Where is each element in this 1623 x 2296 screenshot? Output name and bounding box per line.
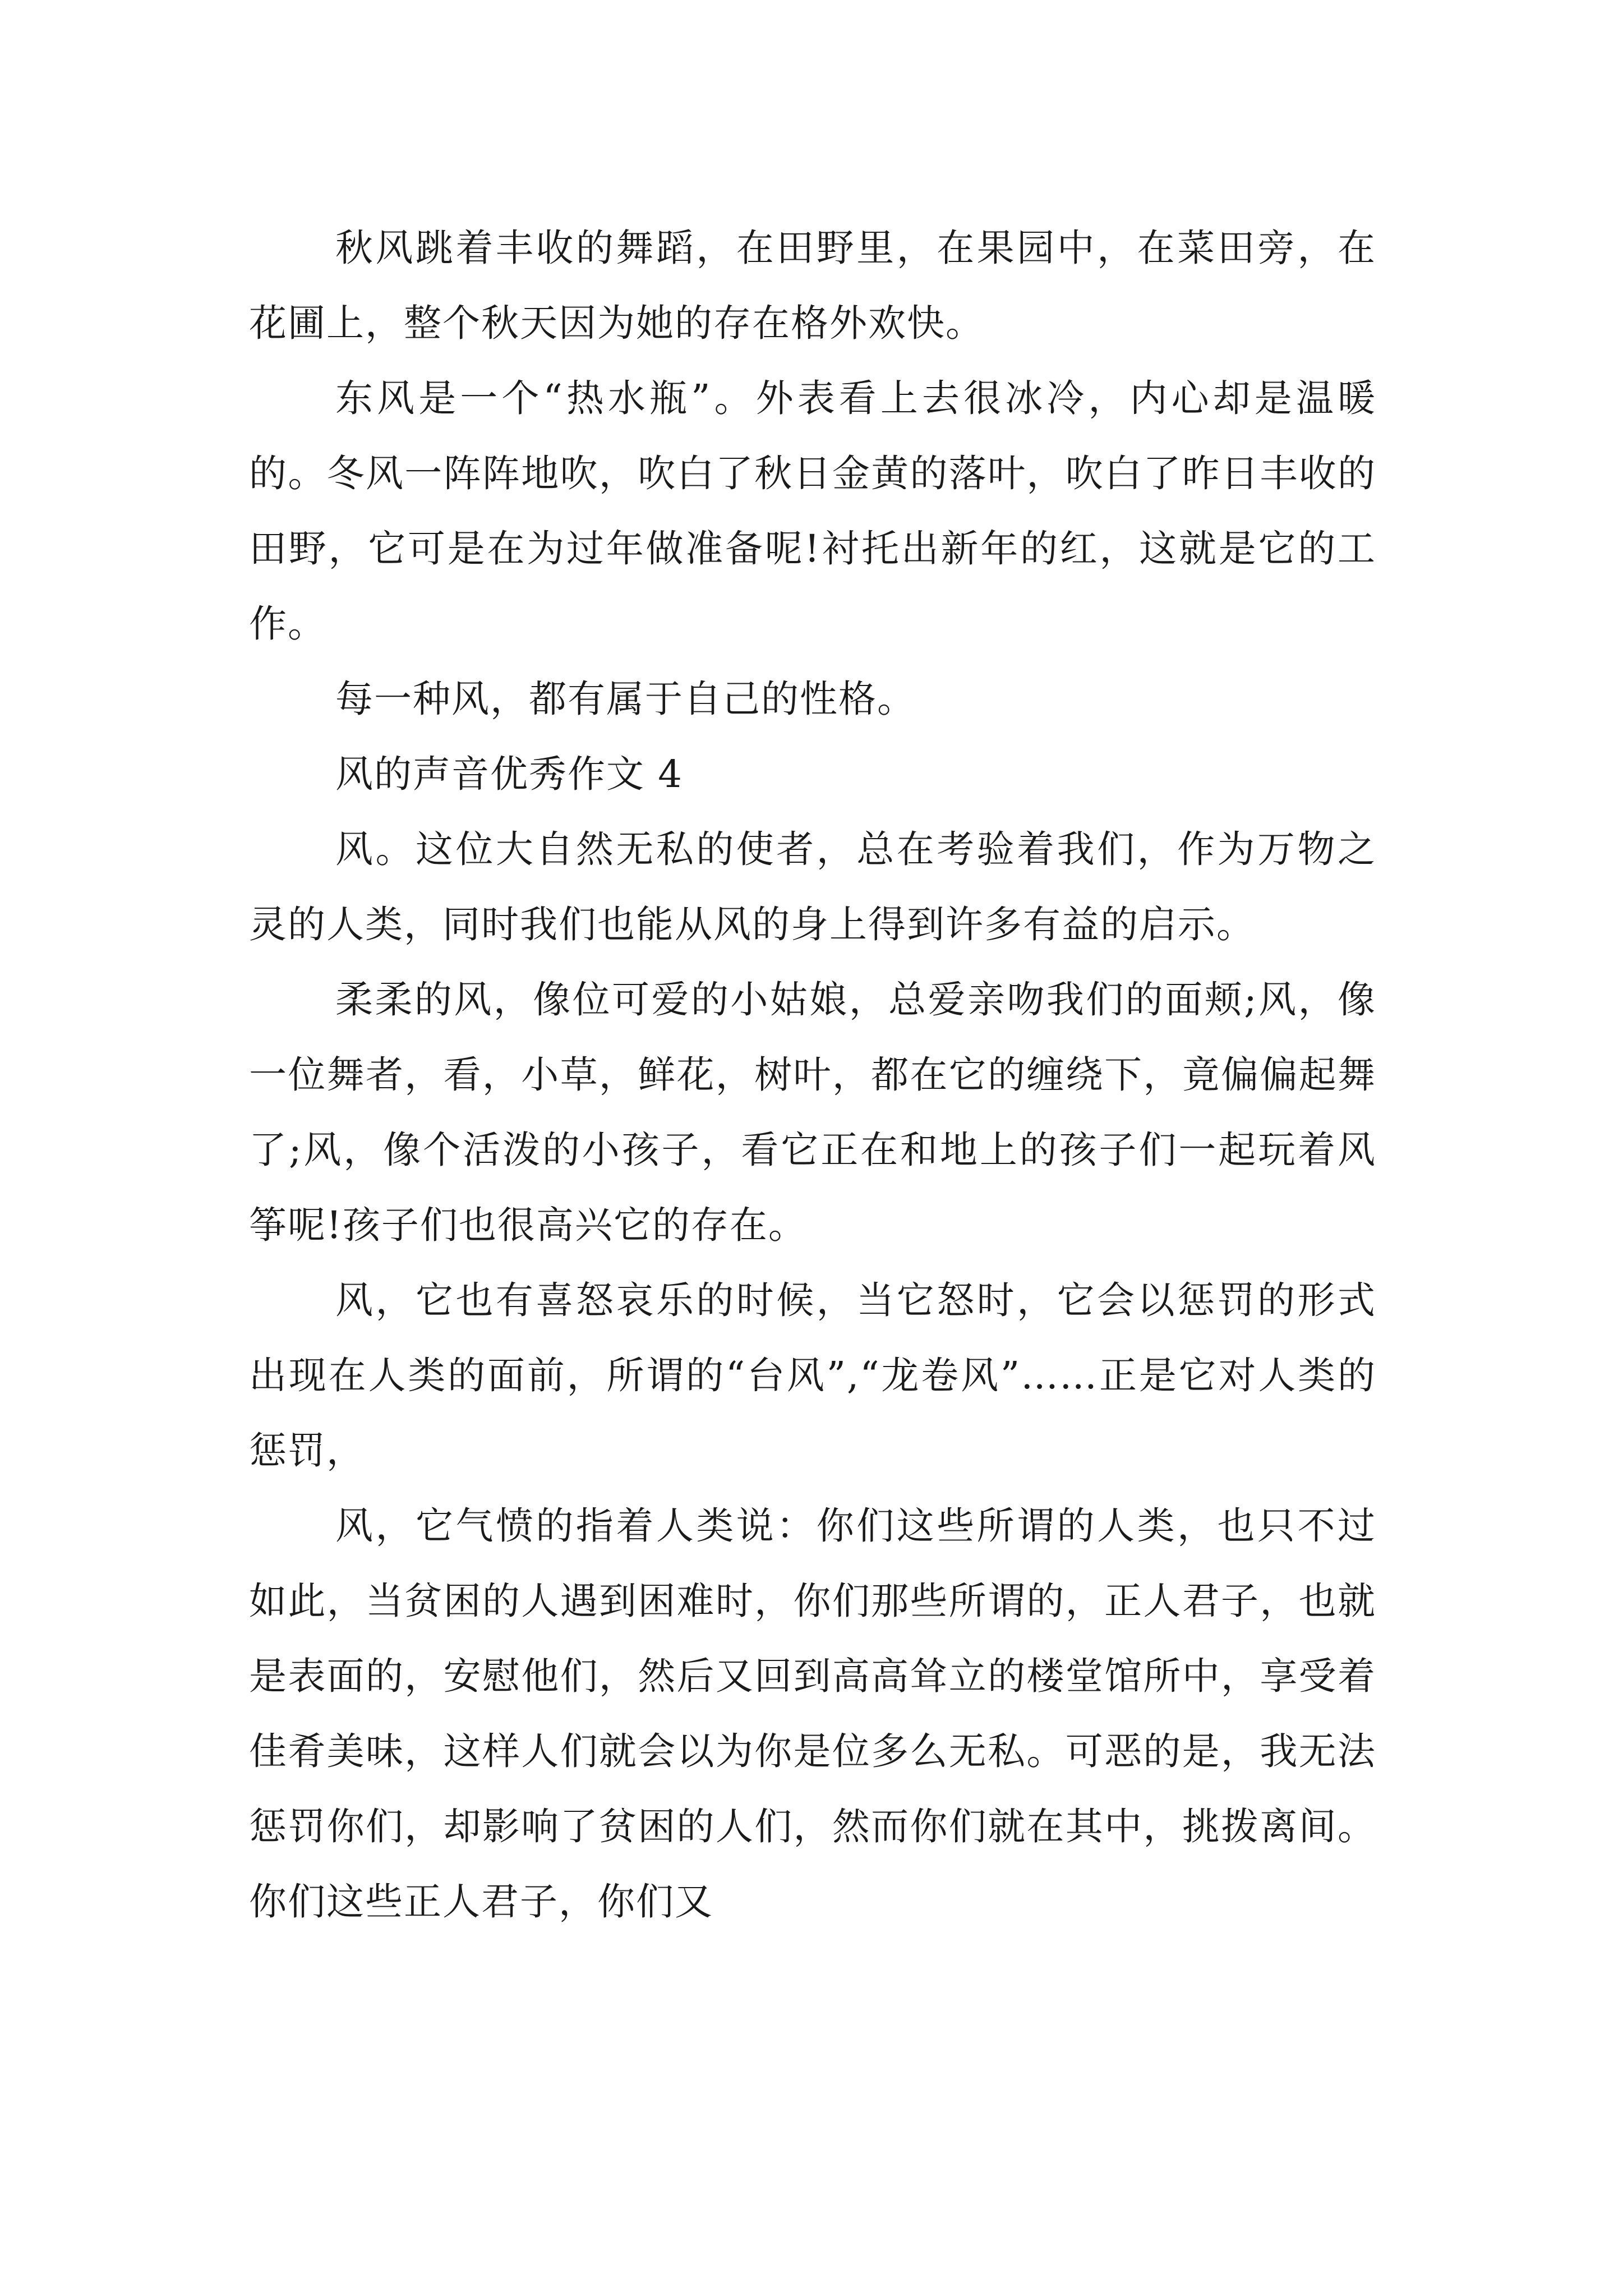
paragraph: 柔柔的风，像位可爱的小姑娘，总爱亲吻我们的面颊;风，像一位舞者，看，小草，鲜花，树叶，都在它的缠绕下，竟偏偏起舞了;风，像个活泼的小孩子，看它正在和地上的孩子们一起玩着风筝呢!孩子们也很高兴它的存在。 xyxy=(249,978,1376,1247)
paragraph: 每一种风，都有属于自己的性格。 xyxy=(335,677,916,721)
paragraph: 秋风跳着丰收的舞蹈，在田野里，在果园中，在菜田旁，在花圃上，整个秋天因为她的存在格外欢快。 xyxy=(249,226,1376,345)
paragraph: 风，它气愤的指着人类说：你们这些所谓的人类，也只不过如此，当贫困的人遇到困难时，你们那些所谓的，正人君子，也就是表面的，安慰他们，然后又回到高高耸立的楼堂馆所中，享受着佳肴美味，这样人们就会以为你是位多么无私。可恶的是，我无法惩罚你们，却影响了贫困的人们，然而你们就在其中，挑拨离间。你们这些正人君子，你们又 xyxy=(249,1504,1376,1924)
paragraph: 风，它也有喜怒哀乐的时候，当它怒时，它会以惩罚的形式出现在人类的面前，所谓的“台风”,“龙卷风”……正是它对人类的惩罚， xyxy=(249,1278,1376,1473)
paragraph: 风。这位大自然无私的使者，总在考验着我们，作为万物之灵的人类，同时我们也能从风的身上得到许多有益的启示。 xyxy=(249,827,1376,946)
paragraph: 东风是一个“热水瓶”。外表看上去很冰冷，内心却是温暖的。冬风一阵阵地吹，吹白了秋日金黄的落叶，吹白了昨日丰收的田野，它可是在为过年做准备呢!衬托出新年的红，这就是它的工作。 xyxy=(249,376,1376,646)
document-body xyxy=(249,210,1376,1939)
section-heading: 风的声音优秀作文 4 xyxy=(335,752,683,796)
